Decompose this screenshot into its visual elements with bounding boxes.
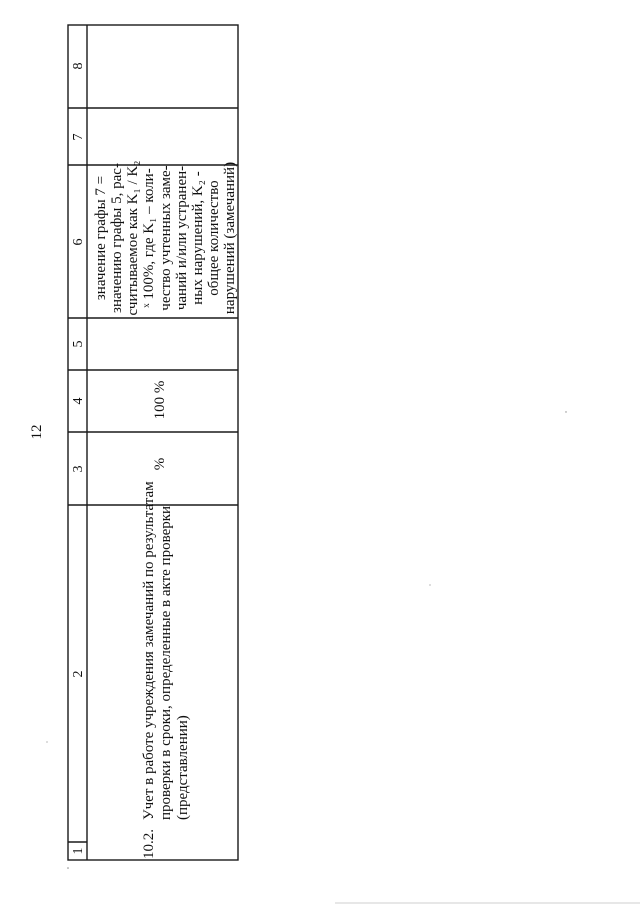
header-cell: 5	[71, 340, 86, 348]
header-row	[71, 63, 86, 855]
row-formula-line: чаний и/или устранен-	[174, 165, 190, 311]
header-cell: 8	[71, 62, 86, 70]
header-cell: 2	[71, 670, 86, 678]
row-formula-line: значение графы 7 =	[93, 175, 109, 301]
header-cell: 7	[71, 133, 86, 141]
scan-speck	[67, 867, 69, 869]
table-row	[93, 161, 238, 859]
scan-speck	[429, 584, 430, 585]
row-formula-line: общее количество	[206, 180, 222, 296]
page-number: 12	[29, 424, 45, 440]
row-formula-line: считываемое как K₁ / K₂	[125, 160, 141, 316]
header-cell: 3	[71, 465, 86, 473]
header-cell: 1	[71, 847, 86, 855]
row-formula-line: нарушений (замечаний)	[222, 161, 238, 315]
table	[68, 25, 238, 860]
row-number: 10.2.	[141, 829, 157, 859]
row-formula-line: чество учтенных заме-	[158, 165, 174, 311]
header-cell: 4	[71, 397, 86, 405]
row-formula-line: значению графы 5, рас-	[109, 163, 125, 313]
row-formula-line: ных нарушений, K₂ -	[190, 171, 206, 305]
scan-speck	[46, 741, 47, 742]
row-description-line: Учет в работе учреждения замечаний по результатам	[141, 481, 157, 820]
row-unit: %	[152, 457, 168, 471]
row-description-line: проверки в сроки, определенные в акте проверки	[158, 505, 174, 820]
row-description-line: (представлении)	[175, 715, 191, 820]
row-target-value: 100 %	[152, 380, 168, 420]
header-cell: 6	[71, 238, 86, 246]
scan-speck	[565, 411, 566, 412]
row-formula-line: ˣ 100%, где K₁ – коли-	[141, 168, 157, 308]
